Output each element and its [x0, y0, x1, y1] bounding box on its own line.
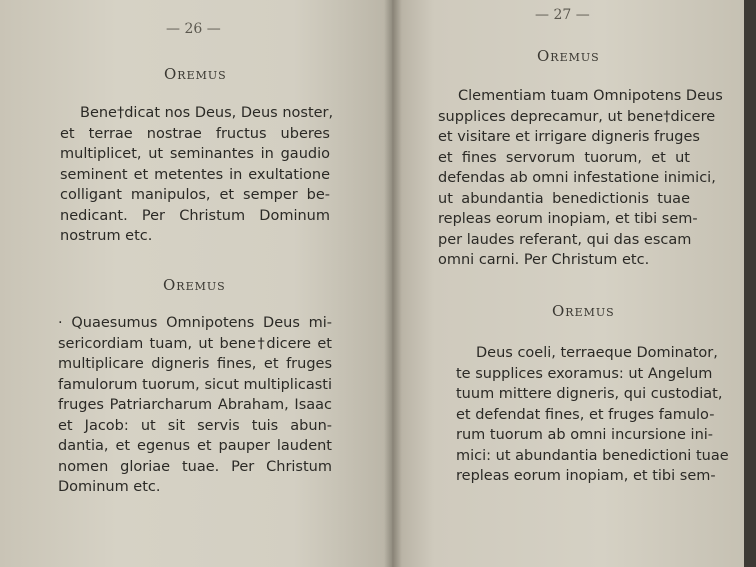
text-line: et fines servorum tuorum, et ut	[438, 149, 690, 166]
text-line: tuum mittere digneris, qui custodiat,	[456, 386, 723, 402]
section-heading: Oremus	[552, 302, 615, 320]
text-line: nostrum etc.	[60, 228, 153, 244]
text-line: Deus coeli, terraeque Dominator,	[476, 345, 718, 361]
text-line: rum tuorum ab omni incursione ini-	[456, 427, 714, 443]
section-heading: Oremus	[537, 47, 600, 65]
text-line: te supplices exoramus: ut Angelum	[456, 365, 713, 382]
book-cover-edge	[744, 0, 756, 567]
section-heading: Oremus	[163, 276, 226, 294]
text-line: Dominum etc.	[58, 479, 161, 495]
text-line: per laudes referant, qui das escam	[438, 231, 692, 248]
text-line: Clementiam tuam Omnipotens Deus	[458, 88, 723, 104]
text-line: sericordiam tuam, ut bene†dicere et	[58, 335, 332, 352]
text-line: et Jacob: ut sit servis tuis abun-	[58, 417, 332, 434]
text-line: Bene†dicat nos Deus, Deus noster,	[80, 105, 334, 121]
text-line: multiplicet, ut seminantes in gaudio	[60, 146, 330, 162]
text-line: nedicant. Per Christum Dominum	[60, 207, 330, 224]
page-number: — 27 —	[535, 7, 590, 23]
page-number: — 26 —	[166, 21, 221, 37]
text-line: fruges Patriarcharum Abraham, Isaac	[58, 397, 332, 413]
section-heading: Oremus	[164, 65, 227, 83]
text-line: multiplicare digneris fines, et fruges	[58, 356, 332, 372]
text-line: supplices deprecamur, ut bene†dicere	[438, 108, 716, 125]
text-line: nomen gloriae tuae. Per Christum	[58, 458, 332, 475]
text-line: et visitare et irrigare digneris fruges	[438, 129, 700, 145]
text-line: repleas eorum inopiam, et tibi sem-	[438, 211, 698, 227]
text-line: ut abundantia benedictionis tuae	[438, 190, 690, 207]
text-line: et terrae nostrae fructus uberes	[60, 125, 330, 142]
text-line: famulorum tuorum, sicut multiplicasti	[58, 376, 332, 393]
text-line: dantia, et egenus et pauper laudent	[58, 438, 332, 454]
text-line: colligant manipulos, et semper be-	[60, 187, 330, 203]
text-line: seminent et metentes in exultatione	[60, 166, 330, 183]
text-line: · Quaesumus Omnipotens Deus mi-	[58, 315, 332, 331]
prayer-text	[438, 86, 723, 271]
prayer-text	[58, 313, 332, 498]
text-line: defendas ab omni infestatione inimici,	[438, 170, 716, 186]
text-line: omni carni. Per Christum etc.	[438, 252, 650, 268]
text-line: et defendat fines, et fruges famulo-	[456, 406, 715, 423]
book-gutter	[384, 0, 402, 567]
text-line: mici: ut abundantia benedictioni tuae	[456, 447, 729, 464]
prayer-text	[60, 103, 334, 247]
prayer-text	[456, 343, 729, 487]
text-line: repleas eorum inopiam, et tibi sem-	[456, 468, 716, 484]
right-page	[392, 0, 744, 567]
